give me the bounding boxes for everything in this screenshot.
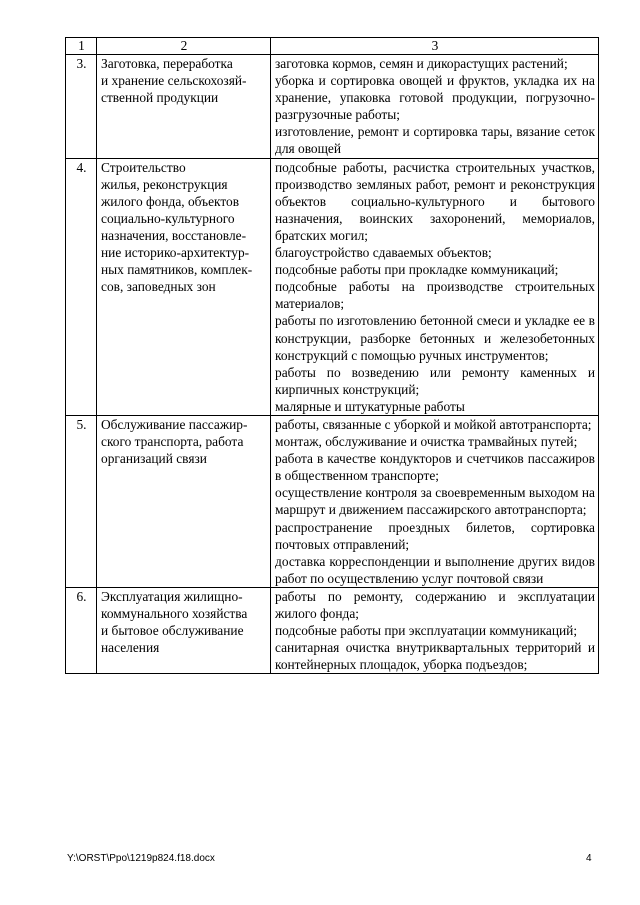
work-type-item: подсобные работы при эксплуатации коммуникаций; bbox=[275, 623, 578, 639]
header-cell-col1: 1 bbox=[66, 38, 97, 55]
work-types-cell bbox=[271, 587, 599, 673]
work-type-item: работы по изготовлению бетонной смеси и укладке ее в конструкции, разборке бетонных и железобетонных конструкций с помощью ручных инструментов; bbox=[275, 313, 595, 363]
work-type-item: работы по возведению или ремонту каменных и кирпичных конструкций; bbox=[275, 364, 595, 397]
work-type-item: малярные и штукатурные работы bbox=[275, 398, 465, 414]
work-types-cell bbox=[271, 55, 599, 159]
work-type-item: доставка корреспонденции и выполнение других видов работ по осуществлению услуг почтовой связи bbox=[275, 553, 595, 586]
work-type-item: работы по ремонту, содержанию и эксплуатации жилого фонда; bbox=[275, 588, 595, 621]
row-number-cell: 5. bbox=[66, 415, 97, 587]
document-table bbox=[65, 37, 599, 674]
category-cell: Заготовка, переработка и хранение сельскохозяй- ственной продукции bbox=[97, 55, 271, 159]
header-cell-col3: 3 bbox=[271, 38, 599, 55]
work-type-item: распространение проездных билетов, сортировка почтовых отправлений; bbox=[275, 519, 595, 552]
work-type-item: осуществление контроля за своевременным выходом на маршрут и движением пассажирского автотранспорта; bbox=[275, 485, 595, 518]
work-type-item: уборка и сортировка овощей и фруктов, укладка их на хранение, упаковка готовой продукции, погрузочно-разгрузочные работы; bbox=[275, 73, 595, 123]
footer-page-number: 4 bbox=[586, 853, 592, 864]
work-type-item: работы, связанные с уборкой и мойкой автотранспорта; bbox=[275, 416, 592, 432]
work-type-item: подсобные работы при прокладке коммуникаций; bbox=[275, 262, 559, 278]
header-cell-col2: 2 bbox=[97, 38, 271, 55]
work-type-item: работа в качестве кондукторов и счетчиков пассажиров в общественном транспорте; bbox=[275, 451, 595, 484]
category-cell: Строительство жилья, реконструкция жилого фонда, объектов социально-культурного назначения, восстановле- ние историко-архитектур- ных памятников, комплек- сов, заповедных зон bbox=[97, 158, 271, 415]
table-body bbox=[66, 38, 599, 674]
category-cell: Обслуживание пассажир- ского транспорта, работа организаций связи bbox=[97, 415, 271, 587]
row-number-cell: 3. bbox=[66, 55, 97, 159]
work-types-cell bbox=[271, 158, 599, 415]
work-type-item: благоустройство сдаваемых объектов; bbox=[275, 245, 492, 261]
work-types-cell bbox=[271, 415, 599, 587]
category-cell: Эксплуатация жилищно- коммунального хозяйства и бытовое обслуживание населения bbox=[97, 587, 271, 673]
row-number-cell: 6. bbox=[66, 587, 97, 673]
work-type-item: монтаж, обслуживание и очистка трамвайных путей; bbox=[275, 434, 578, 450]
footer-file-path: Y:\ORST\Ppo\1219p824.f18.docx bbox=[67, 853, 215, 864]
work-type-item: санитарная очистка внутриквартальных территорий и контейнерных площадок, уборка подъездов; bbox=[275, 640, 595, 673]
work-type-item: заготовка кормов, семян и дикорастущих растений; bbox=[275, 56, 568, 71]
table-row bbox=[66, 415, 599, 587]
work-type-item: подсобные работы на производстве строительных материалов; bbox=[275, 279, 595, 312]
work-type-item: подсобные работы, расчистка строительных участков, производство земляных работ, ремонт и реконструкция объектов социально-культурного и бытового назначения, воинских захоронений, мемориалов, братских могил; bbox=[275, 159, 595, 243]
table-row bbox=[66, 158, 599, 415]
table-row bbox=[66, 55, 599, 159]
row-number-cell: 4. bbox=[66, 158, 97, 415]
work-type-item: изготовление, ремонт и сортировка тары, вязание сеток для овощей bbox=[275, 124, 595, 157]
table-header-row bbox=[66, 38, 599, 55]
table-row bbox=[66, 587, 599, 673]
